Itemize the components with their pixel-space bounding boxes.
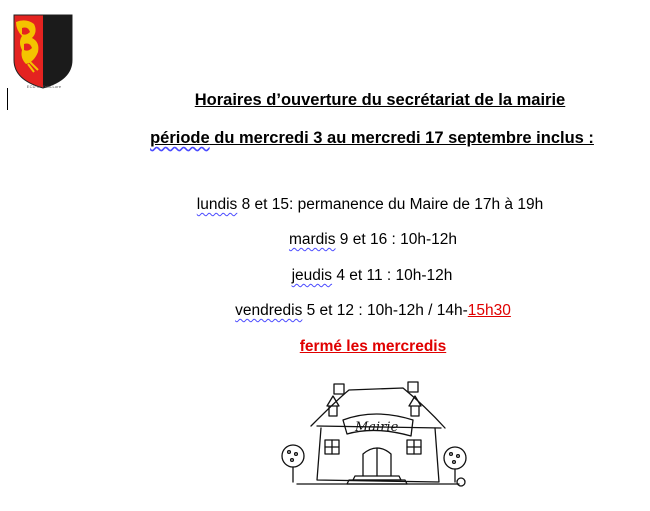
day-name: lundis xyxy=(196,196,238,213)
sign-text: Mairie xyxy=(355,420,399,435)
schedule-line-friday xyxy=(48,302,650,320)
schedule-line-thursday xyxy=(47,267,650,285)
period-word: période xyxy=(150,129,210,147)
schedule-line-tuesday xyxy=(48,231,650,249)
town-hall-drawing xyxy=(277,376,473,494)
period-rest: du mercredi 3 au mercredi 17 septembre inclus : xyxy=(209,129,594,147)
schedule-line-monday xyxy=(45,196,650,214)
schedule-detail: 5 et 12 : 10h-12h / 14h- xyxy=(302,302,468,319)
schedule-detail: 9 et 16 : 10h-12h xyxy=(335,231,458,248)
period-line xyxy=(47,129,650,148)
page-title: Horaires d’ouverture du secrétariat de la mairie xyxy=(194,91,566,109)
schedule-detail: 4 et 11 : 10h-12h xyxy=(332,267,453,284)
closed-note: fermé les mercredis xyxy=(299,338,447,355)
day-name: jeudis xyxy=(291,267,333,284)
coat-of-arms-logo xyxy=(8,12,78,92)
schedule-detail: 8 et 15: permanence du Maire de 17h à 19h xyxy=(237,196,544,213)
day-name: vendredis xyxy=(235,302,303,319)
day-name: mardis xyxy=(288,231,336,248)
highlighted-time: 15h30 xyxy=(467,302,511,319)
crest-caption: ECU of Zeta-Lore xyxy=(26,84,62,89)
text-cursor xyxy=(7,88,8,110)
